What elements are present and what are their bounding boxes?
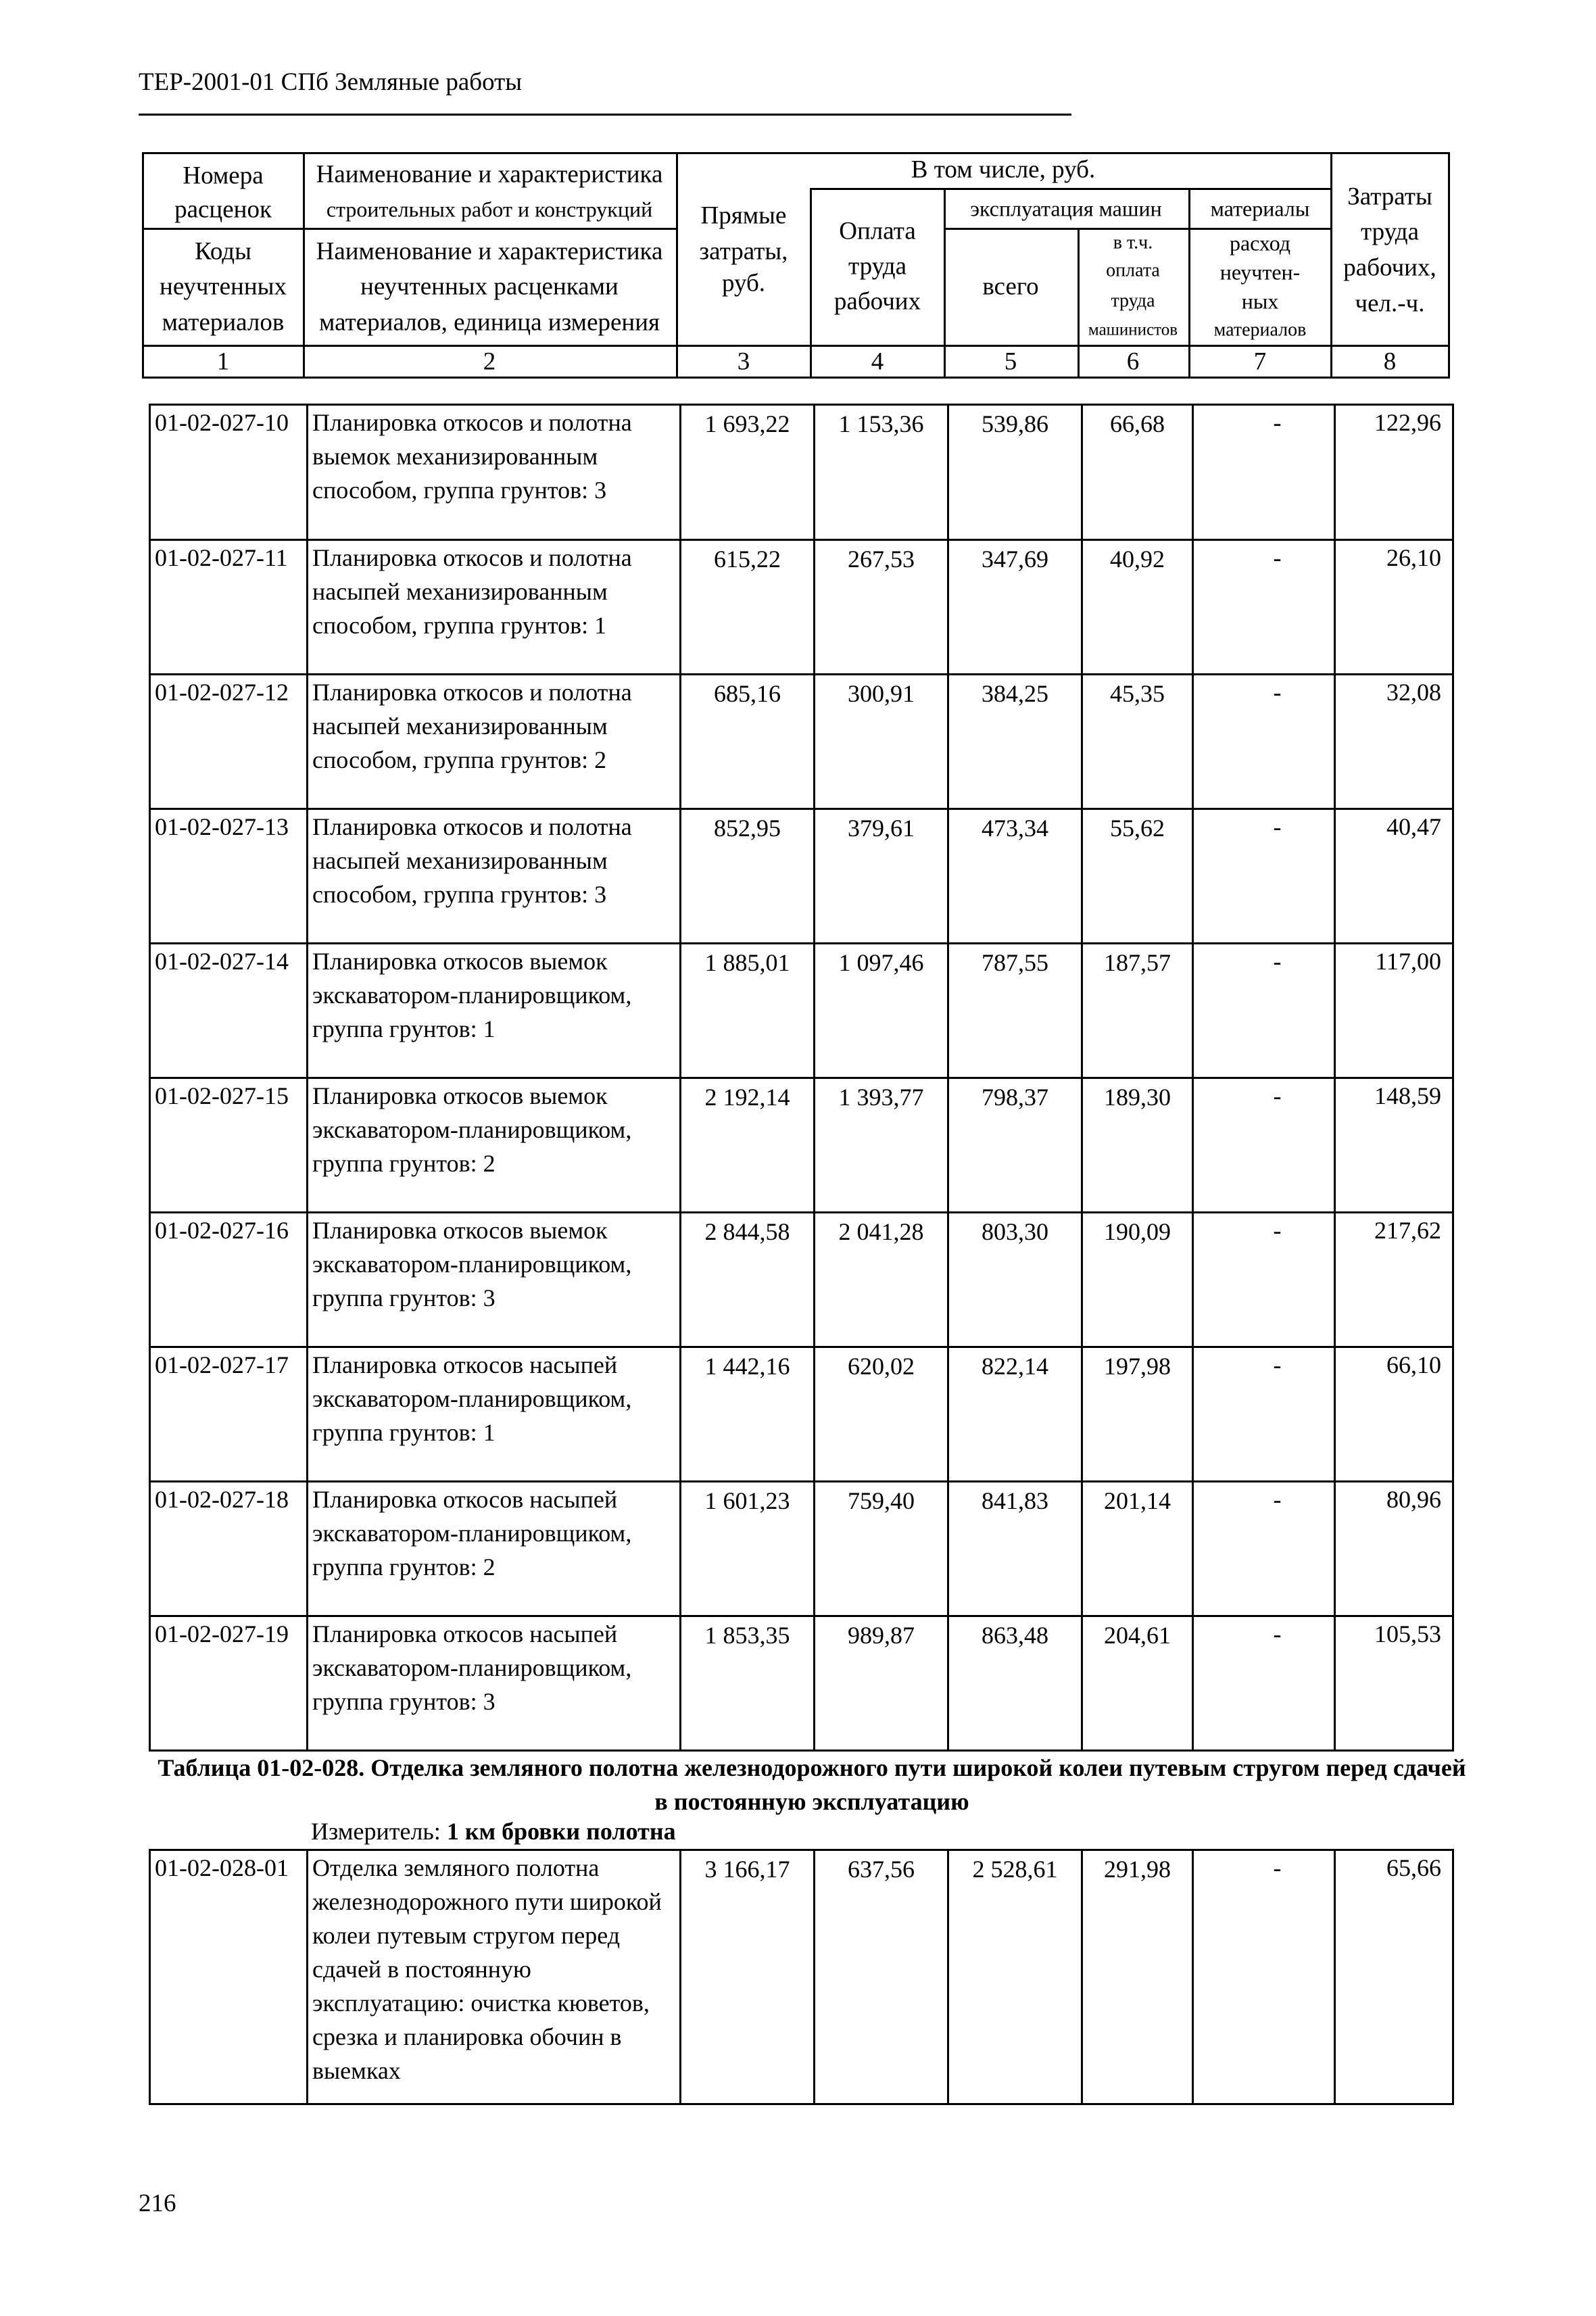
rate-code: 01-02-027-15 [150,1078,308,1213]
work-name: Планировка откосов и полотна насыпей механизированным способом, группа грунтов: 3 [308,809,681,944]
table-row [150,675,1453,809]
header-col1-bottom-line1: Коды [195,237,251,266]
labor-cost: 267,53 [815,540,948,675]
header-col8-line2: труда [1360,218,1420,246]
machinists-pay: 197,98 [1082,1347,1193,1482]
machinists-pay: 55,62 [1082,809,1193,944]
header-col6-line1: в т.ч. [1113,232,1153,254]
direct-cost: 1 601,23 [681,1482,815,1616]
table-row [150,405,1453,540]
labor-hours: 26,10 [1335,540,1453,675]
materials-cost: - [1193,1078,1335,1213]
rates-table-027 [149,404,1454,1752]
rate-code: 01-02-028-01 [150,1850,308,2104]
machines-total: 473,34 [948,809,1082,944]
materials-cost: - [1193,1213,1335,1347]
labor-hours: 217,62 [1335,1213,1453,1347]
table-row [150,540,1453,675]
table-row [150,1213,1453,1347]
labor-cost: 1 393,77 [815,1078,948,1213]
labor-hours: 40,47 [1335,809,1453,944]
labor-hours: 32,08 [1335,675,1453,809]
unit-label: Измеритель: [311,1818,441,1845]
header-col2-top-line2: строительных работ и конструкций [326,197,653,222]
machines-total: 822,14 [948,1347,1082,1482]
machines-total: 798,37 [948,1078,1082,1213]
machinists-pay: 189,30 [1082,1078,1193,1213]
header-col4-line1: Оплата [839,217,916,245]
machinists-pay: 45,35 [1082,675,1193,809]
materials-cost: - [1193,1347,1335,1482]
header-group-label: В том числе, руб. [911,155,1096,184]
header-col2-bottom-line1: Наименование и характеристика [316,237,663,266]
direct-cost: 2 192,14 [681,1078,815,1213]
header-machines-label: эксплуатация машин [970,196,1162,221]
labor-hours: 122,96 [1335,405,1453,540]
direct-cost: 1 442,16 [681,1347,815,1482]
header-colnum-4: 4 [871,347,884,376]
materials-cost: - [1193,405,1335,540]
machines-total: 787,55 [948,944,1082,1078]
work-name: Планировка откосов насыпей экскаватором-планировщиком, группа грунтов: 2 [308,1482,681,1616]
running-header: ТЕР-2001-01 СПб Земляные работы [139,68,523,96]
table-row [150,944,1453,1078]
table-row [150,1078,1453,1213]
labor-hours: 80,96 [1335,1482,1453,1616]
header-col7-line1: расход [1229,231,1291,256]
labor-cost: 620,02 [815,1347,948,1482]
direct-cost: 1 693,22 [681,405,815,540]
materials-cost: - [1193,1482,1335,1616]
labor-cost: 637,56 [815,1850,948,2104]
labor-cost: 759,40 [815,1482,948,1616]
work-name: Планировка откосов насыпей экскаватором-планировщиком, группа грунтов: 3 [308,1616,681,1751]
labor-hours: 66,10 [1335,1347,1453,1482]
work-name: Планировка откосов выемок экскаватором-планировщиком, группа грунтов: 1 [308,944,681,1078]
header-colnum-5: 5 [1004,347,1017,376]
labor-cost: 379,61 [815,809,948,944]
header-col3-line1: Прямые [700,201,787,230]
labor-hours: 105,53 [1335,1616,1453,1751]
header-col1-top-line1: Номера [183,162,264,190]
machinists-pay: 190,09 [1082,1213,1193,1347]
table-header [0,0,1596,406]
header-col2-top-line1: Наименование и характеристика [316,160,663,189]
header-col8-line4: чел.-ч. [1355,289,1425,318]
header-col6-line3: труда [1111,290,1155,312]
work-name: Отделка земляного полотна железнодорожного пути широкой колеи путевым стругом перед сдачей в постоянную эксплуатацию: очистка кюветов, срезка и планировка обочин в выемках [308,1850,681,2104]
header-colnum-6: 6 [1126,347,1140,376]
header-col5: всего [982,272,1039,301]
labor-hours: 117,00 [1335,944,1453,1078]
work-name: Планировка откосов выемок экскаватором-планировщиком, группа грунтов: 3 [308,1213,681,1347]
rates-table-028 [149,1849,1454,2105]
machinists-pay: 204,61 [1082,1616,1193,1751]
machines-total: 803,30 [948,1213,1082,1347]
labor-cost: 2 041,28 [815,1213,948,1347]
machinists-pay: 201,14 [1082,1482,1193,1616]
rate-code: 01-02-027-14 [150,944,308,1078]
header-col6-line4: машинистов [1088,320,1178,339]
direct-cost: 1 853,35 [681,1616,815,1751]
rate-code: 01-02-027-16 [150,1213,308,1347]
rate-code: 01-02-027-12 [150,675,308,809]
machines-total: 347,69 [948,540,1082,675]
rate-code: 01-02-027-13 [150,809,308,944]
direct-cost: 2 844,58 [681,1213,815,1347]
rate-code: 01-02-027-11 [150,540,308,675]
materials-cost: - [1193,540,1335,675]
machinists-pay: 187,57 [1082,944,1193,1078]
header-col6-line2: оплата [1106,260,1160,281]
labor-cost: 300,91 [815,675,948,809]
table-row [150,1347,1453,1482]
header-col7-line3: ных [1241,289,1279,314]
header-col8-line3: рабочих, [1343,254,1436,282]
rate-code: 01-02-027-17 [150,1347,308,1482]
materials-cost: - [1193,675,1335,809]
rate-code: 01-02-027-18 [150,1482,308,1616]
header-col1-top-line2: расценок [174,195,272,224]
machines-total: 841,83 [948,1482,1082,1616]
work-name: Планировка откосов и полотна выемок механизированным способом, группа грунтов: 3 [308,405,681,540]
rate-code: 01-02-027-19 [150,1616,308,1751]
machinists-pay: 291,98 [1082,1850,1193,2104]
machinists-pay: 66,68 [1082,405,1193,540]
machines-total: 2 528,61 [948,1850,1082,2104]
table-row [150,1482,1453,1616]
direct-cost: 1 885,01 [681,944,815,1078]
header-colnum-1: 1 [216,347,230,376]
unit-value: 1 км бровки полотна [446,1818,676,1845]
header-col7-line4: материалов [1213,319,1307,341]
materials-cost: - [1193,1616,1335,1751]
work-name: Планировка откосов и полотна насыпей механизированным способом, группа грунтов: 1 [308,540,681,675]
direct-cost: 615,22 [681,540,815,675]
machinists-pay: 40,92 [1082,540,1193,675]
labor-cost: 1 097,46 [815,944,948,1078]
page-number: 216 [139,2190,176,2217]
machines-total: 539,86 [948,405,1082,540]
header-col4-line2: труда [848,252,907,281]
header-col1-bottom-line2: неучтенных [160,272,287,301]
table-row [150,1616,1453,1751]
labor-hours: 148,59 [1335,1078,1453,1213]
rate-code: 01-02-027-10 [150,405,308,540]
work-name: Планировка откосов выемок экскаватором-планировщиком, группа грунтов: 2 [308,1078,681,1213]
header-colnum-3: 3 [737,347,750,376]
header-colnum-2: 2 [483,347,496,376]
labor-hours: 65,66 [1335,1850,1453,2104]
labor-cost: 1 153,36 [815,405,948,540]
materials-cost: - [1193,809,1335,944]
header-col4-line3: рабочих [833,287,921,316]
machines-total: 863,48 [948,1616,1082,1751]
header-col2-bottom-line2: неучтенных расценками [360,272,619,301]
direct-cost: 852,95 [681,809,815,944]
table-row [150,1850,1453,2104]
header-col2-bottom-line3: материалов, единица измерения [318,308,660,337]
machines-total: 384,25 [948,675,1082,809]
materials-cost: - [1193,944,1335,1078]
header-col3-line3: руб. [721,269,766,297]
unit-line [311,1817,676,1845]
work-name: Планировка откосов насыпей экскаватором-планировщиком, группа грунтов: 1 [308,1347,681,1482]
direct-cost: 3 166,17 [681,1850,815,2104]
header-col8-line1: Затраты [1347,183,1432,211]
header-colnum-8: 8 [1383,347,1397,376]
header-col3-line2: затраты, [699,237,788,266]
table-caption: Таблица 01-02-028. Отделка земляного полотна железнодорожного пути широкой колеи путевым стругом перед сдачей в постоянную эксплуатацию [158,1754,1466,1815]
table-row [150,809,1453,944]
header-col1-bottom-line3: материалов [162,308,285,337]
direct-cost: 685,16 [681,675,815,809]
materials-cost: - [1193,1850,1335,2104]
labor-cost: 989,87 [815,1616,948,1751]
header-col7-line2: неучтен- [1219,260,1301,285]
work-name: Планировка откосов и полотна насыпей механизированным способом, группа грунтов: 2 [308,675,681,809]
header-materials-label: материалы [1210,196,1310,221]
header-colnum-7: 7 [1253,347,1267,376]
